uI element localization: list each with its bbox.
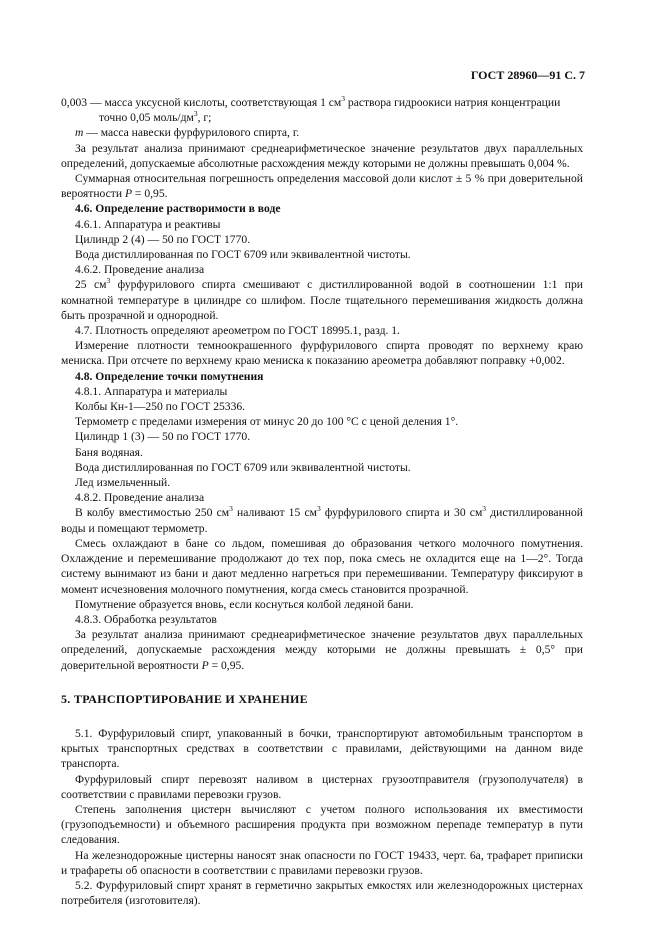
list-item: Баня водяная. xyxy=(75,445,143,459)
subsection-heading: 4.6.1. Аппаратура и реактивы xyxy=(75,217,221,231)
section-title: 5. ТРАНСПОРТИРОВАНИЕ И ХРАНЕНИЕ xyxy=(61,691,308,706)
formula-legend-line: точно 0,05 моль/$дм^3$, г; xyxy=(99,109,212,125)
list-item: Цилиндр 1 (3) — 50 по ГОСТ 1770. xyxy=(75,430,251,444)
subsection-heading: 4.8.3. Обработка результатов xyxy=(75,612,217,626)
page-header: ГОСТ 28960—91 С. 7 xyxy=(470,68,585,82)
paragraph: Помутнение образуется вновь, если коснуться колбой ледяной бани. xyxy=(75,597,414,611)
document-body xyxy=(61,95,583,908)
formula-legend-line: m — масса навески фурфурилового спирта, г. xyxy=(75,126,300,140)
list-item: Вода дистиллированная по ГОСТ 6709 или эквивалентной чистоты. xyxy=(75,248,411,262)
list-item: Колбы Кн-1—250 по ГОСТ 25336. xyxy=(75,400,246,414)
list-item: Цилиндр 2 (4) — 50 по ГОСТ 1770. xyxy=(75,232,251,246)
paragraph: Суммарная относительная погрешность определения массовой доли кислот ± 5 % при доверительной вероятности P = 0,95. xyxy=(61,172,583,201)
paragraph: Степень заполнения цистерн вычисляют с учетом полного использования их вместимости (грузоподъемности) и объемного расширения продукта при возможном перепаде температур в пути следования. xyxy=(61,802,583,847)
subsection-heading: 4.8.2. Проведение анализа xyxy=(75,491,205,505)
paragraph: На железнодорожные цистерны наносят знак опасности по ГОСТ 19433, черт. 6а, трафарет приписки и трафареты об опасности в соответствии с правилами перевозки грузов. xyxy=(61,848,583,877)
paragraph: 4.7. Плотность определяют ареометром по ГОСТ 18995.1, разд. 1. xyxy=(75,324,400,338)
formula-legend-line: 0,003 — масса уксусной кислоты, соответствующая 1 $см^3$ раствора гидроокиси натрия концентрации xyxy=(61,94,561,109)
paragraph: В колбу вместимостью 250 $см^3$ наливают 15 $см^3$ фурфурилового спирта и 30 $см^3$ дистиллированной воды и помещают термометр. xyxy=(61,504,583,535)
list-item: Термометр с пределами измерения от минус 20 до 100 °С с ценой деления 1°. xyxy=(75,415,459,429)
paragraph: Фурфуриловый спирт перевозят наливом в цистернах грузоотправителя (грузополучателя) в соответствии с правилами перевозки грузов. xyxy=(61,772,583,801)
paragraph: 25 $см^3$ фурфурилового спирта смешивают с дистиллированной водой в соотношении 1:1 при комнатной температуре в цилиндре со шлифом. После тщательного перемешивания жидкость должна быть прозрачной и однородной. xyxy=(61,276,583,322)
paragraph: Измерение плотности темноокрашенного фурфурилового спирта проводят по верхнему краю мениска. При отсчете по верхнему краю мениска к показанию ареометра добавляют поправку +0,002. xyxy=(61,339,583,368)
paragraph: Смесь охлаждают в бане со льдом, помешивая до образования четкого молочного помутнения. Охлаждение и перемешивание продолжают до тех пор, пока смесь не охладится еще на 1—2°. Тогда систему вынимают из бани и дают медленно нагреться при перемешивании. Температуру фиксируют в момент исчезновения молочного помутнения, когда смесь становится прозрачной. xyxy=(61,536,583,596)
subsection-heading: 4.6.2. Проведение анализа xyxy=(75,263,205,277)
section-heading: 4.8. Определение точки помутнения xyxy=(75,369,264,383)
subsection-heading: 4.8.1. Аппаратура и материалы xyxy=(75,384,228,398)
list-item: Лед измельченный. xyxy=(75,476,171,490)
paragraph: 5.1. Фурфуриловый спирт, упакованный в бочки, транспортируют автомобильным транспортом в крытых транспортных средствах в соответствии с правилами, действующими на данном виде транспорта. xyxy=(61,726,583,771)
list-item: Вода дистиллированная по ГОСТ 6709 или эквивалентной чистоты. xyxy=(75,460,411,474)
paragraph: 5.2. Фурфуриловый спирт хранят в герметично закрытых емкостях или железнодорожных цистернах потребителя (изготовителя). xyxy=(61,878,583,908)
paragraph: За результат анализа принимают среднеарифметическое значение результатов двух параллельных определений, допускаемые абсолютные расхождения между которыми не должны превышать 0,004 %. xyxy=(61,141,583,170)
section-heading: 4.6. Определение растворимости в воде xyxy=(75,202,281,216)
paragraph: За результат анализа принимают среднеарифметическое значение результатов двух параллельных определений, допускаемые расхождения между которыми не должны превышать ± 0,5° при доверительной вероятности P = 0,95. xyxy=(61,628,583,672)
